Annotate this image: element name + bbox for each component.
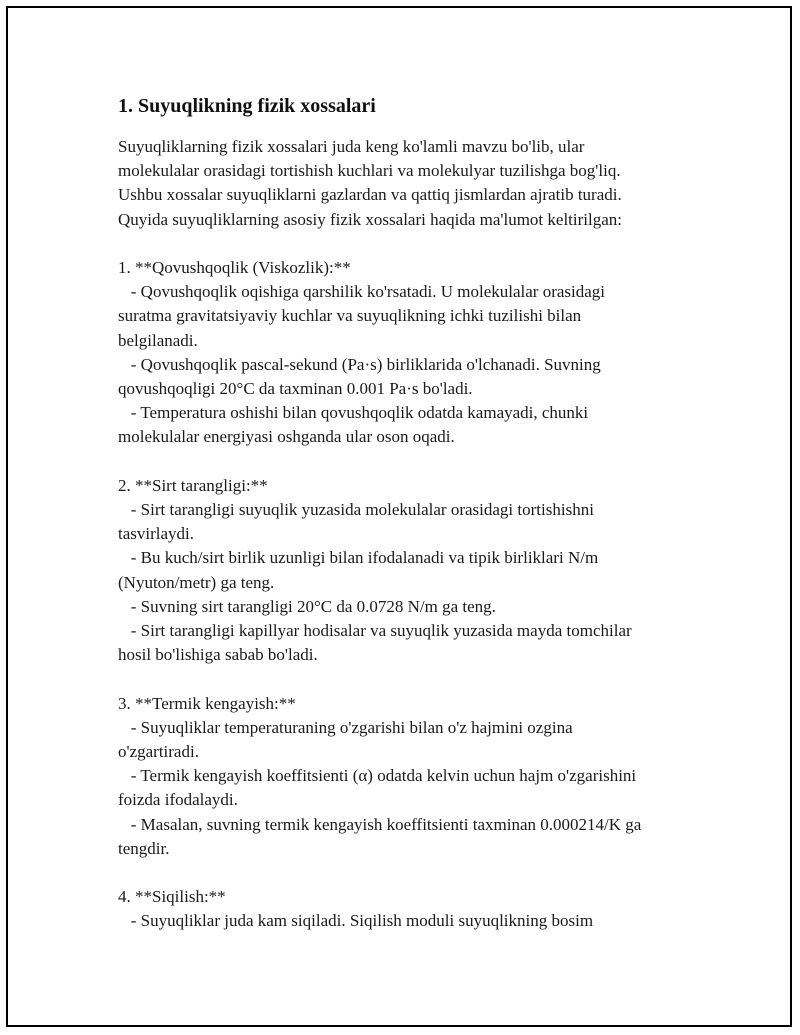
document-body — [118, 93, 718, 934]
section-thermal-expansion — [118, 692, 718, 861]
section-compressibility — [118, 885, 718, 933]
section-heading: 4. **Siqilish:** — [118, 887, 226, 907]
section-body: - Sirt tarangligi suyuqlik yuzasida molekulalar orasidagi tortishishni tasvirlaydi. - Bu kuch/sirt birlik uzunligi bilan ifodalanadi va tipik birliklari N/m (Nyuton/metr) ga teng. - Suvning sirt tarangligi 20°C da 0.0728 N/m ga teng. - Sirt tarangligi kapillyar hodisalar va suyuqlik yuzasida mayda tomchilar hosil bo'lishiga sabab bo'ladi. — [118, 500, 632, 665]
section-heading: 3. **Termik kengayish:** — [118, 693, 296, 713]
section-heading: 2. **Sirt tarangligi:** — [118, 475, 268, 495]
paragraph-spacer — [118, 861, 718, 885]
document-title: 1. Suyuqlikning fizik xossalari — [118, 95, 376, 117]
section-body: - Suyuqliklar temperaturaning o'zgarishi bilan o'z hajmini ozgina o'zgartiradi. - Termik kengayish koeffitsienti (α) odatda kelvin uchun hajm o'zgarishini foizda ifodalaydi. - Masalan, suvning termik kengayish koeffitsienti taxminan 0.000214/K ga tengdir. — [118, 717, 642, 858]
section-surface-tension — [118, 474, 718, 668]
paragraph-spacer — [118, 667, 718, 691]
section-body: - Suyuqliklar juda kam siqiladi. Siqilish moduli suyuqlikning bosim — [118, 911, 594, 931]
paragraph-spacer — [118, 450, 718, 474]
intro-paragraph: Suyuqliklarning fizik xossalari juda keng ko'lamli mavzu bo'lib, ular molekulalar orasidagi tortishish kuchlari va molekulyar tuzilishga bog'liq. Ushbu xossalar suyuqliklarni gazlardan va qattiq jismlardan ajratib turadi. Quyida suyuqliklarning asosiy fizik xossalari haqida ma'lumot keltirilgan: — [118, 137, 622, 229]
section-heading: 1. **Qovushqoqlik (Viskozlik):** — [118, 258, 351, 277]
paragraph-spacer — [118, 232, 718, 256]
section-body: - Qovushqoqlik oqishiga qarshilik ko'rsatadi. U molekulalar orasidagi suratma gravitatsiyaviy kuchlar va suyuqlikning ichki tuzilishi bilan belgilanadi. - Qovushqoqlik pascal-sekund (Pa·s) birliklarida o'lchanadi. Suvning qovushqoqligi 20°C da taxminan 0.001 Pa·s bo'ladi. - Temperatura oshishi bilan qovushqoqlik odatda kamayadi, chunki molekulalar energiyasi oshganda ular oson oqadi. — [118, 282, 606, 447]
section-viscosity — [118, 256, 718, 450]
